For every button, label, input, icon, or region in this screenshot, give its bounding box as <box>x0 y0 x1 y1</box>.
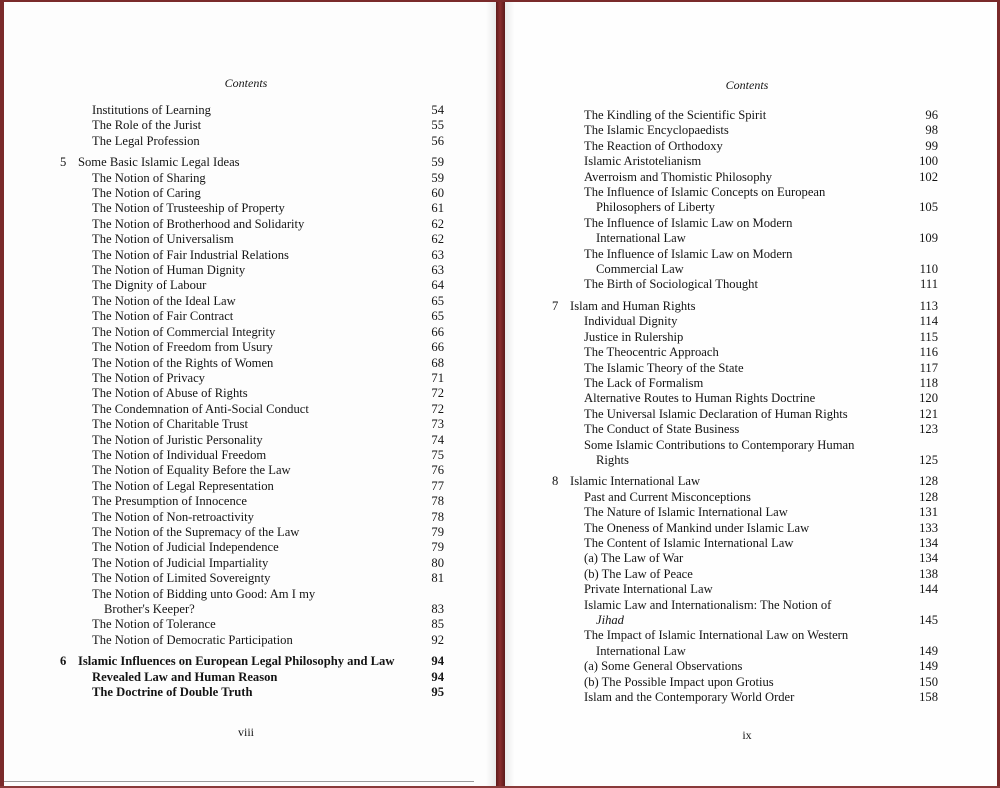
toc-entry <box>60 670 444 685</box>
entry-page-number: 94 <box>431 669 444 684</box>
entry-title-continuation: International Law <box>596 643 686 658</box>
entry-title-text: The Notion of Judicial Independence <box>92 540 279 555</box>
entry-title <box>60 433 444 448</box>
entry-title-continuation: Philosophers of Liberty <box>596 200 715 215</box>
entry-title-text: Some Islamic Contributions to Contemporary Human <box>584 437 855 452</box>
entry-page-number: 96 <box>925 108 938 122</box>
chapter-number: 7 <box>552 298 559 313</box>
entry-page-number: 81 <box>431 571 444 586</box>
toc-entry <box>552 690 938 705</box>
toc-entry <box>60 386 444 401</box>
entry-page-number: 98 <box>925 123 938 138</box>
toc-entry <box>60 263 444 278</box>
entry-title <box>60 494 444 509</box>
toc-entry <box>552 108 938 123</box>
entry-title <box>552 299 938 314</box>
entry-title <box>552 154 938 169</box>
entry-title <box>60 294 444 309</box>
entry-title-text: Islamic Law and Internationalism: The Notion of <box>584 597 832 612</box>
entry-page-number: 78 <box>431 494 444 509</box>
toc-entry <box>60 186 444 201</box>
entry-page-number: 56 <box>431 133 444 148</box>
entry-title <box>552 139 938 154</box>
entry-title-text: The Islamic Theory of the State <box>584 360 744 375</box>
contents-list <box>552 108 938 705</box>
book-gutter <box>496 0 505 788</box>
entry-title <box>552 490 938 505</box>
entry-title-text: Individual Dignity <box>584 314 678 329</box>
entry-page-number: 61 <box>431 201 444 216</box>
entry-page-number: 60 <box>431 186 444 201</box>
entry-page-number: 73 <box>431 417 444 432</box>
entry-page-number: 115 <box>919 329 938 344</box>
entry-title <box>60 201 444 216</box>
entry-page-number: 105 <box>919 200 938 215</box>
entry-title <box>552 314 938 329</box>
entry-title-text: The Doctrine of Double Truth <box>92 685 253 700</box>
entry-title-text: The Conduct of State Business <box>584 422 740 437</box>
entry-page-number: 121 <box>919 406 938 421</box>
toc-entry <box>60 685 444 700</box>
entry-title <box>60 633 444 648</box>
toc-entry <box>60 525 444 540</box>
entry-title <box>60 685 444 700</box>
entry-title-text: Alternative Routes to Human Rights Doctrine <box>584 391 816 406</box>
chapter-entry <box>60 654 444 669</box>
entry-page-number: 117 <box>919 360 938 375</box>
entry-title-text: The Oneness of Mankind under Islamic Law <box>584 520 810 535</box>
entry-title <box>60 118 444 133</box>
entry-page-number: 55 <box>431 118 444 133</box>
entry-title-text: The Influence of Islamic Concepts on European <box>584 185 826 200</box>
entry-page-number: 134 <box>919 551 938 566</box>
toc-entry <box>552 567 938 582</box>
entry-title <box>552 422 938 437</box>
entry-title <box>552 185 938 216</box>
toc-entry <box>60 118 444 133</box>
toc-entry <box>60 540 444 555</box>
toc-entry <box>60 232 444 247</box>
entry-title <box>60 670 444 685</box>
toc-entry <box>60 463 444 478</box>
entry-title-text: The Notion of Caring <box>92 186 201 201</box>
entry-title <box>552 582 938 597</box>
entry-title-text: The Condemnation of Anti-Social Conduct <box>92 401 309 416</box>
entry-title-text: The Kindling of the Scientific Spirit <box>584 108 767 122</box>
entry-title-text: The Notion of Freedom from Usury <box>92 340 273 355</box>
entry-title <box>60 556 444 571</box>
entry-title <box>60 248 444 263</box>
toc-entry <box>552 407 938 422</box>
entry-page-number: 100 <box>919 154 938 169</box>
entry-title <box>60 278 444 293</box>
entry-title <box>552 345 938 360</box>
entry-title-text: The Lack of Formalism <box>584 375 704 390</box>
entry-title-text: (b) The Law of Peace <box>584 566 693 581</box>
entry-page-number: 72 <box>431 401 444 416</box>
toc-entry <box>552 536 938 551</box>
chapter-entry <box>552 299 938 314</box>
entry-title-text: Past and Current Misconceptions <box>584 489 751 504</box>
entry-title-continuation: Commercial Law <box>596 262 684 277</box>
left-page <box>4 0 496 788</box>
entry-page-number: 71 <box>431 370 444 385</box>
entry-title <box>552 216 938 247</box>
entry-page-number: 54 <box>431 103 444 117</box>
entry-page-number: 75 <box>431 447 444 462</box>
toc-entry <box>60 402 444 417</box>
toc-entry <box>60 217 444 232</box>
entry-title <box>552 330 938 345</box>
toc-entry <box>552 505 938 520</box>
entry-title <box>60 525 444 540</box>
entry-title <box>552 170 938 185</box>
entry-page-number: 64 <box>431 278 444 293</box>
entry-title <box>60 309 444 324</box>
entry-page-number: 66 <box>431 340 444 355</box>
entry-title <box>552 123 938 138</box>
entry-title-text: The Notion of Human Dignity <box>92 263 246 278</box>
entry-page-number: 95 <box>431 685 444 700</box>
entry-title-text: The Notion of Fair Industrial Relations <box>92 247 289 262</box>
toc-entry <box>60 325 444 340</box>
entry-title-text: Private International Law <box>584 582 713 597</box>
toc-entry <box>552 345 938 360</box>
entry-title-text: The Presumption of Innocence <box>92 494 247 509</box>
toc-entry <box>552 582 938 597</box>
entry-title <box>60 103 444 118</box>
entry-page-number: 158 <box>919 690 938 705</box>
entry-title-text: The Notion of Abuse of Rights <box>92 386 248 401</box>
entry-title <box>60 479 444 494</box>
toc-entry <box>552 376 938 391</box>
entry-title <box>552 247 938 278</box>
entry-title <box>60 356 444 371</box>
entry-title <box>552 628 938 659</box>
entry-page-number: 62 <box>431 232 444 247</box>
entry-title <box>552 407 938 422</box>
entry-title <box>552 505 938 520</box>
entry-title-text: Revealed Law and Human Reason <box>92 669 278 684</box>
chapter-number: 8 <box>552 474 559 489</box>
entry-title-text: The Influence of Islamic Law on Modern <box>584 215 793 230</box>
entry-title-text: The Notion of the Ideal Law <box>92 293 236 308</box>
entry-title <box>60 186 444 201</box>
entry-page-number: 133 <box>919 520 938 535</box>
toc-entry <box>60 248 444 263</box>
entry-title <box>60 571 444 586</box>
entry-page-number: 77 <box>431 478 444 493</box>
entry-page-number: 131 <box>919 505 938 520</box>
entry-page-number: 125 <box>919 452 938 467</box>
toc-entry <box>552 170 938 185</box>
entry-title <box>60 171 444 186</box>
entry-page-number: 85 <box>431 617 444 632</box>
entry-title-text: The Notion of Limited Sovereignty <box>92 571 271 586</box>
entry-title-text: The Universal Islamic Declaration of Human Rights <box>584 406 848 421</box>
entry-title-text: The Birth of Sociological Thought <box>584 277 758 292</box>
entry-title <box>60 617 444 632</box>
entry-title <box>552 361 938 376</box>
entry-title-text: The Notion of Privacy <box>92 370 205 385</box>
entry-title-text: The Notion of Legal Representation <box>92 478 274 493</box>
toc-entry <box>552 139 938 154</box>
entry-title-text: The Notion of Equality Before the Law <box>92 463 291 478</box>
toc-entry <box>552 123 938 138</box>
entry-title <box>60 325 444 340</box>
entry-title-text: The Notion of Democratic Participation <box>92 632 293 647</box>
entry-title <box>60 134 444 149</box>
entry-title <box>60 263 444 278</box>
toc-entry <box>552 277 938 292</box>
entry-page-number: 65 <box>431 293 444 308</box>
entry-title-text: The Notion of Trusteeship of Property <box>92 201 285 216</box>
entry-title <box>552 108 938 123</box>
entry-page-number: 109 <box>919 231 938 246</box>
entry-page-number: 113 <box>919 298 938 313</box>
entry-page-number: 68 <box>431 355 444 370</box>
entry-title <box>60 463 444 478</box>
entry-page-number: 116 <box>919 345 938 360</box>
entry-page-number: 114 <box>919 314 938 329</box>
entry-page-number: 99 <box>925 138 938 153</box>
toc-entry <box>60 571 444 586</box>
contents-list <box>60 103 444 700</box>
toc-entry <box>552 422 938 437</box>
toc-entry <box>60 171 444 186</box>
entry-title-text: The Impact of Islamic International Law on Western <box>584 628 849 643</box>
entry-title <box>552 598 938 629</box>
entry-title-text: Some Basic Islamic Legal Ideas <box>78 155 240 170</box>
toc-entry <box>552 154 938 169</box>
toc-entry <box>60 309 444 324</box>
entry-title <box>60 402 444 417</box>
entry-title-text: Islamic Aristotelianism <box>584 154 702 169</box>
entry-title <box>552 474 938 489</box>
entry-page-number: 123 <box>919 422 938 437</box>
entry-page-number: 63 <box>431 263 444 278</box>
toc-entry <box>60 448 444 463</box>
toc-entry <box>552 490 938 505</box>
entry-page-number: 102 <box>919 169 938 184</box>
entry-page-number: 92 <box>431 632 444 647</box>
running-header: Contents <box>224 76 268 90</box>
entry-page-number: 66 <box>431 324 444 339</box>
entry-page-number: 128 <box>919 474 938 489</box>
toc-entry <box>60 294 444 309</box>
entry-title-text: Islamic International Law <box>570 474 701 489</box>
page-number: viii <box>237 725 254 739</box>
entry-title-text: Justice in Rulership <box>584 329 684 344</box>
entry-page-number: 63 <box>431 247 444 262</box>
entry-title <box>60 232 444 247</box>
toc-entry <box>60 417 444 432</box>
entry-page-number: 150 <box>919 674 938 689</box>
entry-page-number: 149 <box>919 659 938 674</box>
toc-entry <box>552 551 938 566</box>
entry-title-text: The Legal Profession <box>92 133 200 148</box>
entry-title <box>552 567 938 582</box>
chapter-entry <box>60 155 444 170</box>
toc-entry <box>60 103 444 118</box>
entry-title <box>552 391 938 406</box>
entry-title <box>552 376 938 391</box>
toc-entry <box>60 494 444 509</box>
right-page <box>505 0 997 788</box>
entry-title-continuation: Brother's Keeper? <box>104 602 195 616</box>
toc-entry <box>552 659 938 674</box>
entry-title-text: Averroism and Thomistic Philosophy <box>584 169 773 184</box>
entry-page-number: 145 <box>919 613 938 627</box>
entry-title-text: The Theocentric Approach <box>584 345 719 360</box>
entry-title-text: The Notion of Individual Freedom <box>92 447 267 462</box>
entry-title-text: The Notion of Commercial Integrity <box>92 324 276 339</box>
entry-title <box>60 540 444 555</box>
chapter-number: 5 <box>60 155 67 170</box>
toc-entry <box>60 201 444 216</box>
toc-entry <box>552 361 938 376</box>
entry-page-number: 59 <box>431 155 444 170</box>
entry-title-text: (a) Some General Observations <box>584 659 743 674</box>
entry-page-number: 72 <box>431 386 444 401</box>
entry-page-number: 78 <box>431 509 444 524</box>
toc-entry <box>552 216 938 247</box>
entry-title-continuation: Rights <box>596 452 629 467</box>
entry-title-text: The Notion of Charitable Trust <box>92 417 249 432</box>
entry-page-number: 110 <box>919 262 938 277</box>
entry-page-number: 65 <box>431 309 444 324</box>
toc-entry <box>552 675 938 690</box>
toc-entry <box>60 479 444 494</box>
page-number: ix <box>742 728 752 742</box>
entry-title-text: Institutions of Learning <box>92 103 211 117</box>
entry-title-text: The Notion of Brotherhood and Solidarity <box>92 216 305 231</box>
entry-title <box>552 438 938 469</box>
entry-title-text: (a) The Law of War <box>584 551 684 566</box>
entry-title <box>552 277 938 292</box>
entry-title <box>60 417 444 432</box>
entry-title-text: The Notion of Fair Contract <box>92 309 234 324</box>
entry-title-text: Islam and Human Rights <box>570 298 696 313</box>
entry-title-text: The Notion of Universalism <box>92 232 234 247</box>
toc-entry <box>552 628 938 659</box>
entry-page-number: 62 <box>431 216 444 231</box>
entry-title-text: The Notion of Tolerance <box>92 617 216 632</box>
entry-title <box>60 448 444 463</box>
toc-entry <box>60 278 444 293</box>
entry-title <box>552 521 938 536</box>
entry-title-continuation: Jihad <box>596 613 624 627</box>
toc-entry <box>552 314 938 329</box>
entry-page-number: 149 <box>919 643 938 658</box>
toc-entry <box>552 391 938 406</box>
entry-title-text: The Notion of Sharing <box>92 170 206 185</box>
entry-title-continuation: International Law <box>596 231 686 246</box>
entry-page-number: 83 <box>431 602 444 616</box>
entry-title <box>60 371 444 386</box>
entry-title-text: The Dignity of Labour <box>92 278 207 293</box>
toc-entry <box>60 134 444 149</box>
toc-entry <box>552 521 938 536</box>
entry-title-text: The Notion of Bidding unto Good: Am I my <box>92 586 316 601</box>
entry-page-number: 120 <box>919 391 938 406</box>
entry-title-text: The Content of Islamic International Law <box>584 535 794 550</box>
entry-title <box>552 536 938 551</box>
entry-title-text: The Role of the Jurist <box>92 118 202 133</box>
entry-page-number: 79 <box>431 524 444 539</box>
entry-title <box>60 340 444 355</box>
entry-page-number: 128 <box>919 489 938 504</box>
entry-title-text: Islamic Influences on European Legal Philosophy and Law <box>78 654 395 669</box>
entry-title-text: The Reaction of Orthodoxy <box>584 138 723 153</box>
toc-entry <box>60 617 444 632</box>
entry-page-number: 111 <box>920 277 938 292</box>
entry-page-number: 76 <box>431 463 444 478</box>
toc-entry <box>552 598 938 629</box>
entry-page-number: 144 <box>919 582 938 597</box>
entry-title <box>60 654 444 669</box>
entry-title <box>60 587 444 618</box>
entry-title <box>552 675 938 690</box>
toc-entry <box>60 587 444 618</box>
entry-page-number: 59 <box>431 170 444 185</box>
entry-page-number: 80 <box>431 555 444 570</box>
toc-entry <box>60 556 444 571</box>
entry-title-text: Islam and the Contemporary World Order <box>584 690 795 705</box>
entry-title-text: The Islamic Encyclopaedists <box>584 123 729 138</box>
toc-entry <box>60 633 444 648</box>
chapter-entry <box>552 474 938 489</box>
entry-title-text: The Notion of Judicial Impartiality <box>92 555 269 570</box>
entry-page-number: 138 <box>919 566 938 581</box>
toc-entry <box>552 247 938 278</box>
entry-title-text: The Nature of Islamic International Law <box>584 505 788 520</box>
entry-page-number: 134 <box>919 535 938 550</box>
entry-title-text: The Influence of Islamic Law on Modern <box>584 246 793 261</box>
toc-entry <box>552 330 938 345</box>
toc-entry <box>60 371 444 386</box>
entry-page-number: 118 <box>919 375 938 390</box>
entry-title <box>60 386 444 401</box>
entry-title-text: The Notion of Juristic Personality <box>92 432 263 447</box>
entry-title <box>60 217 444 232</box>
toc-entry <box>60 433 444 448</box>
entry-title-text: The Notion of the Supremacy of the Law <box>92 524 300 539</box>
entry-title <box>552 690 938 705</box>
toc-entry <box>60 356 444 371</box>
entry-page-number: 79 <box>431 540 444 555</box>
entry-title-text: The Notion of Non-retroactivity <box>92 509 254 524</box>
entry-title <box>552 551 938 566</box>
entry-title <box>552 659 938 674</box>
entry-title <box>60 155 444 170</box>
toc-entry <box>60 340 444 355</box>
toc-entry <box>60 510 444 525</box>
chapter-number: 6 <box>60 654 67 669</box>
entry-title-text: (b) The Possible Impact upon Grotius <box>584 674 774 689</box>
entry-page-number: 74 <box>431 432 444 447</box>
entry-page-number: 94 <box>431 654 444 669</box>
toc-entry <box>552 185 938 216</box>
running-header: Contents <box>725 78 769 92</box>
entry-title <box>60 510 444 525</box>
entry-title-text: The Notion of the Rights of Women <box>92 355 274 370</box>
toc-entry <box>552 438 938 469</box>
